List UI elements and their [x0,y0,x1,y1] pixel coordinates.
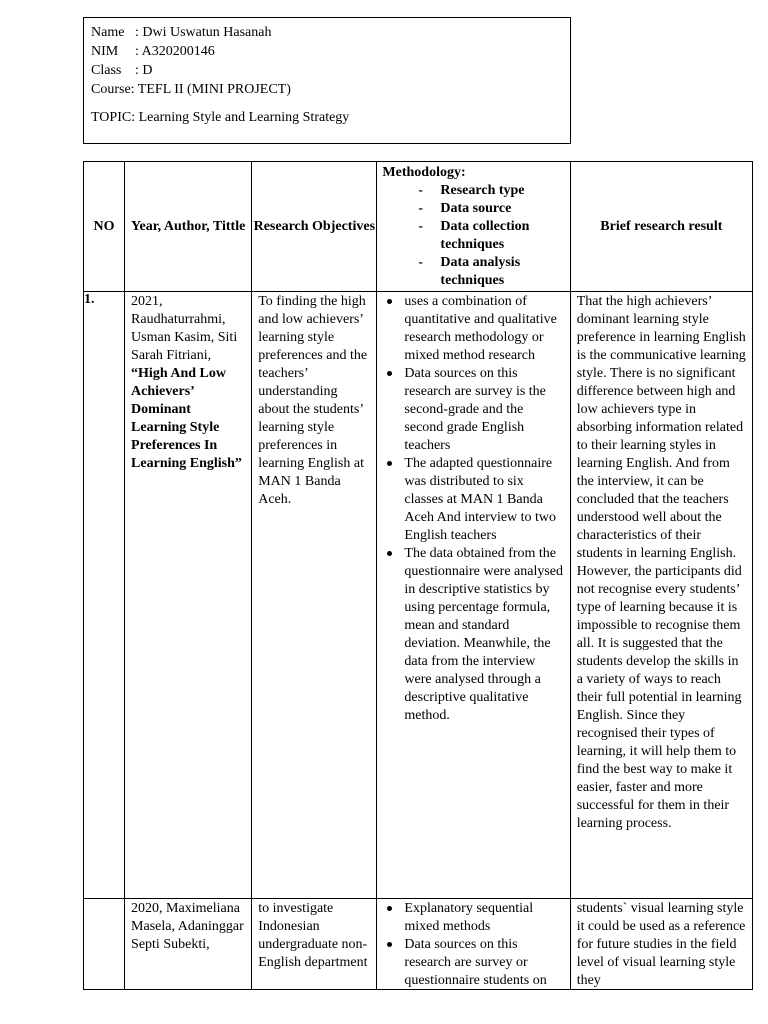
method-bullet: uses a combination of quantitative and qualitative research methodology or mixed method research [377,293,565,365]
paper-title: “High And Low Achievers’ Dominant Learning Style Preferences In Learning English” [131,366,242,471]
header-author: Year, Author, Tittle [125,162,252,292]
method-bullet: Explanatory sequential mixed methods [377,900,565,936]
methodology-cell [377,899,570,990]
method-bullet: Data sources on this research are survey or questionnaire students on [377,936,565,989]
methodology-bullets [377,899,569,989]
table-row [84,899,753,990]
class-row [91,61,570,80]
objectives-text: To finding the high and low achievers’ learning style preferences and the teachers’ understanding about the students’ learning style preferences in learning English at MAN 1 Banda Aceh. [258,294,368,507]
course-row [91,80,570,99]
methodology-item: - Data source [418,200,569,218]
author-cell [125,899,252,990]
objectives-text: to investigate Indonesian undergraduate non-English department [258,901,368,970]
table-header-row [84,162,753,292]
table-row [84,292,753,899]
objectives-cell [252,292,377,899]
student-info-box [83,17,571,144]
objectives-cell [252,899,377,990]
methodology-bullets [377,292,569,725]
class-label: Class [91,63,122,78]
methodology-list [382,182,569,290]
methodology-title: Methodology: [382,165,466,180]
course-label: Course [91,82,131,97]
row-number [84,899,125,990]
topic-line: TOPIC: Learning Style and Learning Strategy [91,110,350,125]
header-no: NO [84,162,125,292]
methodology-item: - Data analysis techniques [418,254,569,290]
method-bullet: Data sources on this research are survey is the second-grade and the second grade English teachers [377,365,565,455]
research-review-table [83,161,753,990]
author-names: 2021, Raudhaturrahmi, Usman Kasim, Siti Sarah Fitriani, [131,294,238,363]
row-number: 1. [84,292,125,899]
header-result: Brief research result [570,162,752,292]
methodology-item: - Data collection techniques [418,218,569,254]
name-row [91,23,570,42]
methodology-cell [377,292,570,899]
header-objectives: Research Objectives [252,162,377,292]
class-value: : D [135,63,153,78]
method-bullet: The adapted questionnaire was distributed to six classes at MAN 1 Banda Aceh And interview to two English teachers [377,455,565,545]
author-cell [125,292,252,899]
result-cell [570,899,752,990]
result-text: That the high achievers’ dominant learning style preference in learning English is the communicative learning style. There is no significant difference between high and low achievers type in absorbing information related to their learning styles in learning English. And from the interview, it can be concluded that the teachers understood well about the characteristics of their students in learning English. However, the participants did not recognise every students’ type of learning because it is impossible to recognise them all. It is suggested that the students develop the skills in a variety of ways to reach their full potential in learning English. Since they recognised their types of learning, it will help them to find the best way to make it easier, faster and more successful for them in their learning process. [576,294,746,831]
nim-label: NIM [91,44,119,59]
author-names: 2020, Maximeliana Masela, Adaninggar Septi Subekti, [131,901,244,952]
course-value: : TEFL II (MINI PROJECT) [130,82,291,97]
result-cell [570,292,752,899]
methodology-item: - Research type [418,182,569,200]
header-methodology [377,162,570,292]
nim-value: : A320200146 [135,44,215,59]
name-value: : Dwi Uswatun Hasanah [135,25,272,40]
result-text: students` visual learning style it could be used as a reference for future studies in the field level of visual learning style they [576,901,746,988]
name-label: Name [91,25,125,40]
nim-row [91,42,570,61]
method-bullet: The data obtained from the questionnaire were analysed in descriptive statistics by using percentage formula, mean and standard deviation. Meanwhile, the data from the interview were analysed through a descriptive qualitative method. [377,545,565,725]
